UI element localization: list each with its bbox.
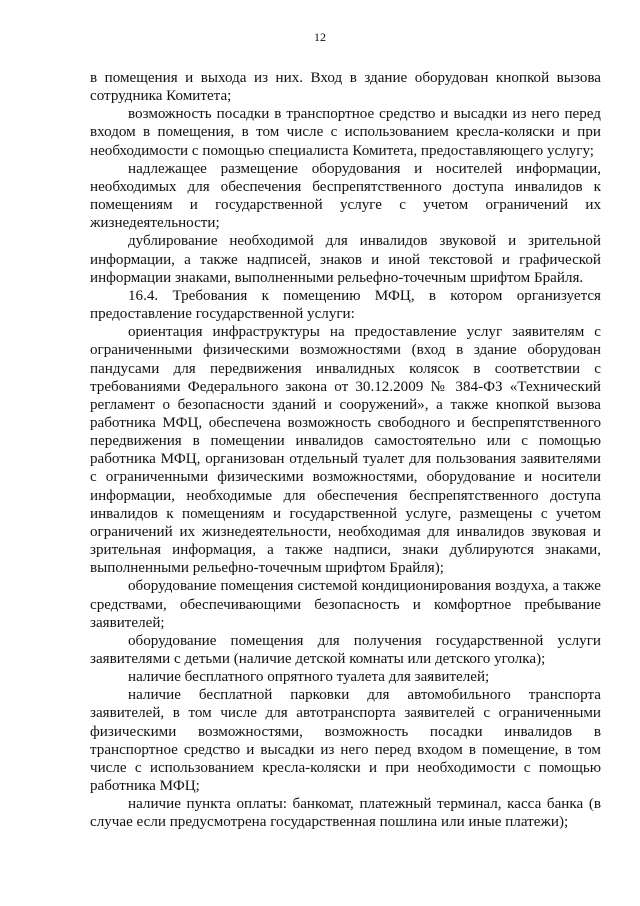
paragraph-entrance-continuation: в помещения и выхода из них. Вход в здание оборудован кнопкой вызова сотрудника Комитета;: [90, 70, 601, 105]
paragraph-equipment-placement: надлежащее размещение оборудования и носителей информации, необходимых для обеспечения беспрепятственного доступа инвалидов к помещениям и государственной услуге с учетом ограничений их жизнедеятельности;: [90, 160, 601, 232]
paragraph-vehicle-boarding: возможность посадки в транспортное средство и высадки из него перед входом в помещения, в том числе с использованием кресла-коляски и при необходимости с помощью специалиста Комитета, предоставляющего услугу;: [90, 106, 601, 159]
paragraph-free-parking: наличие бесплатной парковки для автомобильного транспорта заявителей, в том числе для автотранспорта заявителей с ограниченными физическими возможностями, возможность посадки инвалидов в транспортное средство и высадки из него перед входом в помещение, в том числе с использованием кресла-коляски и при необходимости с помощью работника МФЦ;: [90, 687, 601, 795]
document-body: [90, 69, 601, 832]
paragraph-payment-point: наличие пункта оплаты: банкомат, платежный терминал, касса банка (в случае если предусмотрена государственная пошлина или иные платежи);: [90, 796, 601, 831]
paragraph-children-room: оборудование помещения для получения государственной услуги заявителями с детьми (наличие детской комнаты или детского уголка);: [90, 632, 601, 667]
paragraph-infrastructure-orientation: ориентация инфраструктуры на предоставление услуг заявителям с ограниченными физическими возможностями (вход в здание оборудован пандусами для передвижения инвалидных колясок в соответствии с требованиями Федерального закона от 30.12.2009 № 384-ФЗ «Технический регламент о безопасности зданий и сооружений», а также кнопкой вызова работника МФЦ, обеспечена возможность свободного и беспрепятственного передвижения в помещении инвалидов самостоятельно или с помощью работника МФЦ, организован отдельный туалет для пользования заявителями с ограниченными физическими возможностями, оборудование и носители информации, необходимые для обеспечения беспрепятственного доступа инвалидов к помещениям и государственной услуге, размещены с учетом ограничений их жизнедеятельности, необходимая для инвалидов звуковая и зрительная информация, а также надписи, знаки дублируются знаками, выполненными рельефно-точечным шрифтом Брайля);: [90, 324, 601, 577]
paragraph-air-conditioning: оборудование помещения системой кондиционирования воздуха, а также средствами, обеспечивающими безопасность и комфортное пребывание заявителей;: [90, 578, 601, 631]
paragraph-braille-duplication: дублирование необходимой для инвалидов звуковой и зрительной информации, а также надписей, знаков и иной текстовой и графической информации знаками, выполненными рельефно-точечным шрифтом Брайля.: [90, 233, 601, 286]
paragraph-free-toilet: наличие бесплатного опрятного туалета для заявителей;: [128, 669, 490, 686]
page-number: 12: [314, 30, 326, 44]
paragraph-section-16-4-heading: 16.4. Требования к помещению МФЦ, в котором организуется предоставление государственной услуги:: [90, 287, 601, 323]
